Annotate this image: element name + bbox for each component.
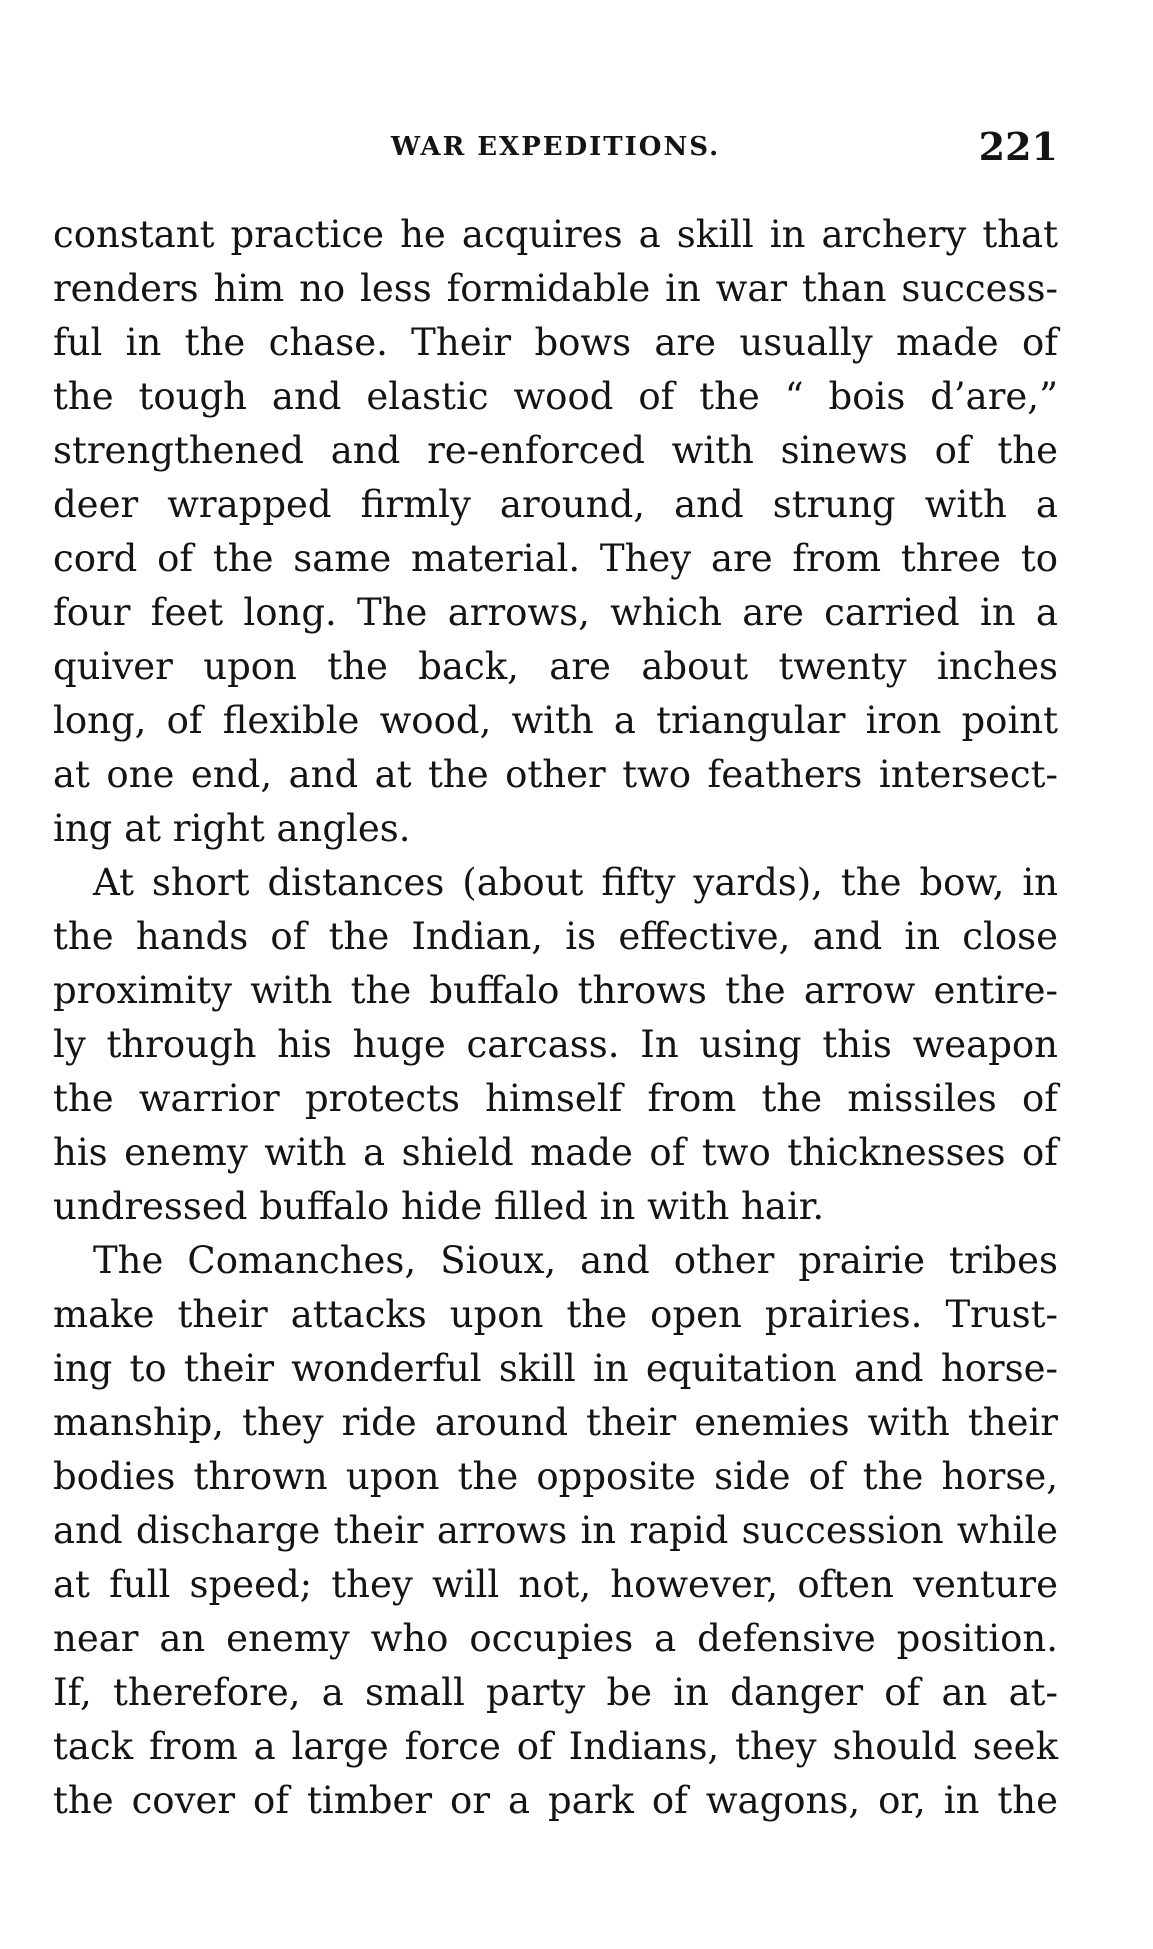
text-line: make their attacks upon the open prairies. Trust- [53, 1293, 1058, 1336]
paragraph-2 [53, 856, 1058, 1234]
text-line: constant practice he acquires a skill in archery that [53, 213, 1058, 256]
text-line: four feet long. The arrows, which are carried in a [53, 591, 1058, 634]
text-line: ing to their wonderful skill in equitation and horse- [53, 1347, 1058, 1390]
text-line: near an enemy who occupies a defensive position. [53, 1617, 1058, 1660]
text-line: at full speed; they will not, however, often venture [53, 1563, 1058, 1606]
text-line: ful in the chase. Their bows are usually made of [53, 321, 1058, 364]
running-title: WAR EXPEDITIONS. [390, 132, 721, 162]
text-line: ing at right angles. [53, 807, 411, 850]
text-line: undressed buffalo hide filled in with hair. [53, 1185, 825, 1228]
text-line: tack from a large force of Indians, they should seek [53, 1725, 1058, 1768]
paragraph-1 [53, 208, 1058, 856]
text-line: At short distances (about fifty yards), the bow, in [93, 861, 1058, 904]
text-line: his enemy with a shield made of two thicknesses of [53, 1131, 1058, 1174]
text-line: cord of the same material. They are from three to [53, 537, 1058, 580]
text-line: deer wrapped firmly around, and strung with a [53, 483, 1058, 526]
text-line: proximity with the buffalo throws the arrow entire- [53, 969, 1058, 1012]
text-line: If, therefore, a small party be in danger of an at- [53, 1671, 1058, 1714]
text-line: at one end, and at the other two feathers intersect- [53, 753, 1058, 796]
text-line: The Comanches, Sioux, and other prairie tribes [93, 1239, 1058, 1282]
text-line: the hands of the Indian, is effective, and in close [53, 915, 1058, 958]
text-line: manship, they ride around their enemies with their [53, 1401, 1058, 1444]
text-line: ly through his huge carcass. In using this weapon [53, 1023, 1058, 1066]
body-text [53, 208, 1058, 1828]
text-line: the tough and elastic wood of the “ bois d’are,” [53, 375, 1058, 418]
paragraph-3 [53, 1234, 1058, 1828]
text-line: strengthened and re-enforced with sinews of the [53, 429, 1058, 472]
text-line: bodies thrown upon the opposite side of the horse, [53, 1455, 1058, 1498]
text-line: and discharge their arrows in rapid succession while [53, 1509, 1058, 1552]
text-line: quiver upon the back, are about twenty inches [53, 645, 1058, 688]
running-head [53, 124, 1058, 174]
text-line: renders him no less formidable in war than success- [53, 267, 1058, 310]
text-line: the warrior protects himself from the missiles of [53, 1077, 1058, 1120]
text-line: the cover of timber or a park of wagons, or, in the [53, 1779, 1058, 1822]
text-line: long, of flexible wood, with a triangular iron point [53, 699, 1058, 742]
page-number: 221 [978, 124, 1058, 169]
